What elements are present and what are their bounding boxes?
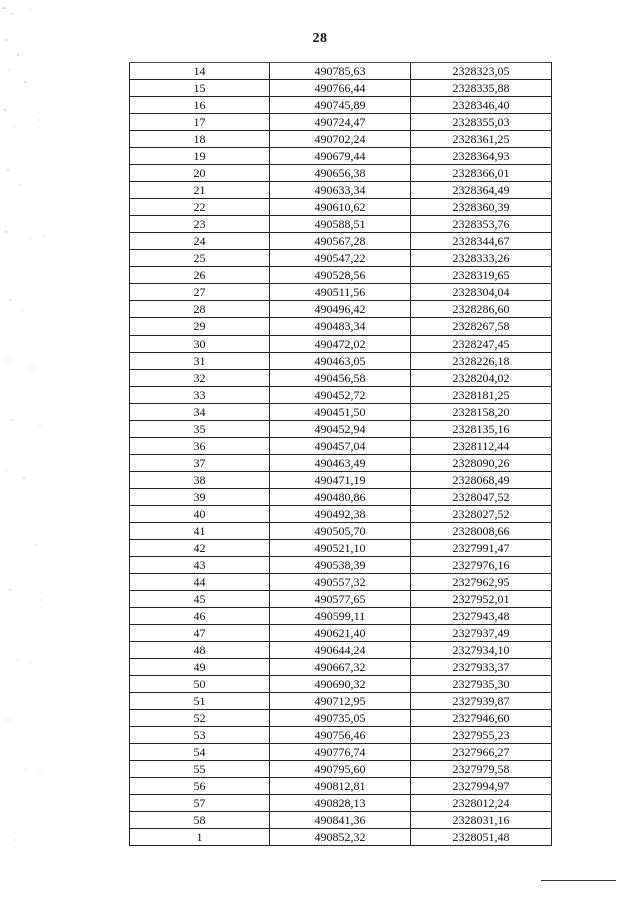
y-coordinate-cell: 2328360,39 (411, 199, 552, 216)
y-coordinate-cell: 2328335,88 (411, 80, 552, 97)
point-number-cell: 51 (130, 693, 270, 710)
point-number-cell: 36 (130, 437, 270, 454)
y-coordinate-cell: 2327934,10 (411, 642, 552, 659)
y-coordinate-cell: 2328027,52 (411, 505, 552, 522)
point-number-cell: 15 (130, 80, 270, 97)
y-coordinate-cell: 2327933,37 (411, 659, 552, 676)
table-row (130, 114, 552, 131)
y-coordinate-cell: 2327943,48 (411, 608, 552, 625)
y-coordinate-cell: 2328047,52 (411, 488, 552, 505)
x-coordinate-cell: 490492,38 (270, 505, 411, 522)
x-coordinate-cell: 490766,44 (270, 80, 411, 97)
y-coordinate-cell: 2328008,66 (411, 522, 552, 539)
point-number-cell: 52 (130, 710, 270, 727)
point-number-cell: 56 (130, 778, 270, 795)
table-row (130, 182, 552, 199)
y-coordinate-cell: 2327937,49 (411, 625, 552, 642)
y-coordinate-cell: 2327976,16 (411, 556, 552, 573)
x-coordinate-cell: 490483,34 (270, 318, 411, 335)
y-coordinate-cell: 2328181,25 (411, 386, 552, 403)
x-coordinate-cell: 490451,50 (270, 403, 411, 420)
y-coordinate-cell: 2328090,26 (411, 454, 552, 471)
scan-noise-marks (0, 0, 60, 905)
point-number-cell: 38 (130, 471, 270, 488)
x-coordinate-cell: 490812,81 (270, 778, 411, 795)
y-coordinate-cell: 2328031,16 (411, 812, 552, 829)
y-coordinate-cell: 2328344,67 (411, 233, 552, 250)
table-row (130, 352, 552, 369)
table-row (130, 573, 552, 590)
y-coordinate-cell: 2328267,58 (411, 318, 552, 335)
x-coordinate-cell: 490644,24 (270, 642, 411, 659)
point-number-cell: 20 (130, 165, 270, 182)
y-coordinate-cell: 2328346,40 (411, 97, 552, 114)
x-coordinate-cell: 490610,62 (270, 199, 411, 216)
table-row (130, 710, 552, 727)
table-row (130, 829, 552, 846)
x-coordinate-cell: 490690,32 (270, 676, 411, 693)
x-coordinate-cell: 490679,44 (270, 148, 411, 165)
table-row (130, 216, 552, 233)
table-row (130, 625, 552, 642)
point-number-cell: 49 (130, 659, 270, 676)
table-row (130, 131, 552, 148)
table-row (130, 608, 552, 625)
table-row (130, 488, 552, 505)
table-row (130, 267, 552, 284)
x-coordinate-cell: 490567,28 (270, 233, 411, 250)
table-row (130, 199, 552, 216)
scan-mark (616, 816, 624, 828)
y-coordinate-cell: 2328112,44 (411, 437, 552, 454)
x-coordinate-cell: 490521,10 (270, 539, 411, 556)
table-row (130, 97, 552, 114)
table-row (130, 403, 552, 420)
x-coordinate-cell: 490528,56 (270, 267, 411, 284)
point-number-cell: 17 (130, 114, 270, 131)
x-coordinate-cell: 490538,39 (270, 556, 411, 573)
x-coordinate-cell: 490828,13 (270, 795, 411, 812)
table-row (130, 778, 552, 795)
table-row (130, 437, 552, 454)
x-coordinate-cell: 490452,94 (270, 420, 411, 437)
y-coordinate-cell: 2327966,27 (411, 744, 552, 761)
x-coordinate-cell: 490702,24 (270, 131, 411, 148)
table-row (130, 812, 552, 829)
table-row (130, 642, 552, 659)
table-row (130, 335, 552, 352)
x-coordinate-cell: 490852,32 (270, 829, 411, 846)
y-coordinate-cell: 2328364,49 (411, 182, 552, 199)
point-number-cell: 39 (130, 488, 270, 505)
x-coordinate-cell: 490841,36 (270, 812, 411, 829)
table-row (130, 165, 552, 182)
table-row (130, 318, 552, 335)
table-row (130, 420, 552, 437)
point-number-cell: 21 (130, 182, 270, 199)
table-row (130, 505, 552, 522)
table-row (130, 63, 552, 80)
point-number-cell: 16 (130, 97, 270, 114)
table-row (130, 590, 552, 607)
y-coordinate-cell: 2328012,24 (411, 795, 552, 812)
footer-rule (541, 880, 616, 881)
y-coordinate-cell: 2327994,97 (411, 778, 552, 795)
point-number-cell: 27 (130, 284, 270, 301)
point-number-cell: 29 (130, 318, 270, 335)
point-number-cell: 33 (130, 386, 270, 403)
point-number-cell: 22 (130, 199, 270, 216)
x-coordinate-cell: 490472,02 (270, 335, 411, 352)
table-row (130, 386, 552, 403)
point-number-cell: 40 (130, 505, 270, 522)
table-row (130, 250, 552, 267)
x-coordinate-cell: 490456,58 (270, 369, 411, 386)
x-coordinate-cell: 490735,05 (270, 710, 411, 727)
x-coordinate-cell: 490463,49 (270, 454, 411, 471)
y-coordinate-cell: 2328226,18 (411, 352, 552, 369)
x-coordinate-cell: 490480,86 (270, 488, 411, 505)
y-coordinate-cell: 2328364,93 (411, 148, 552, 165)
table-row (130, 744, 552, 761)
point-number-cell: 37 (130, 454, 270, 471)
y-coordinate-cell: 2328068,49 (411, 471, 552, 488)
point-number-cell: 55 (130, 761, 270, 778)
point-number-cell: 45 (130, 590, 270, 607)
y-coordinate-cell: 2327952,01 (411, 590, 552, 607)
x-coordinate-cell: 490547,22 (270, 250, 411, 267)
point-number-cell: 35 (130, 420, 270, 437)
x-coordinate-cell: 490557,32 (270, 573, 411, 590)
x-coordinate-cell: 490496,42 (270, 301, 411, 318)
y-coordinate-cell: 2328366,01 (411, 165, 552, 182)
y-coordinate-cell: 2327955,23 (411, 727, 552, 744)
y-coordinate-cell: 2328323,05 (411, 63, 552, 80)
y-coordinate-cell: 2328135,16 (411, 420, 552, 437)
coordinates-table (129, 62, 552, 846)
x-coordinate-cell: 490667,32 (270, 659, 411, 676)
point-number-cell: 53 (130, 727, 270, 744)
y-coordinate-cell: 2328355,03 (411, 114, 552, 131)
y-coordinate-cell: 2327946,60 (411, 710, 552, 727)
table-row (130, 454, 552, 471)
x-coordinate-cell: 490577,65 (270, 590, 411, 607)
point-number-cell: 58 (130, 812, 270, 829)
table-row (130, 556, 552, 573)
y-coordinate-cell: 2328158,20 (411, 403, 552, 420)
point-number-cell: 30 (130, 335, 270, 352)
table-row (130, 148, 552, 165)
point-number-cell: 47 (130, 625, 270, 642)
y-coordinate-cell: 2328319,65 (411, 267, 552, 284)
point-number-cell: 54 (130, 744, 270, 761)
x-coordinate-cell: 490656,38 (270, 165, 411, 182)
x-coordinate-cell: 490712,95 (270, 693, 411, 710)
point-number-cell: 26 (130, 267, 270, 284)
point-number-cell: 50 (130, 676, 270, 693)
x-coordinate-cell: 490724,47 (270, 114, 411, 131)
point-number-cell: 1 (130, 829, 270, 846)
y-coordinate-cell: 2327962,95 (411, 573, 552, 590)
x-coordinate-cell: 490505,70 (270, 522, 411, 539)
table-row (130, 369, 552, 386)
x-coordinate-cell: 490621,40 (270, 625, 411, 642)
y-coordinate-cell: 2327979,58 (411, 761, 552, 778)
table-row (130, 795, 552, 812)
y-coordinate-cell: 2328051,48 (411, 829, 552, 846)
point-number-cell: 32 (130, 369, 270, 386)
point-number-cell: 46 (130, 608, 270, 625)
page-number: 28 (312, 31, 328, 46)
point-number-cell: 25 (130, 250, 270, 267)
x-coordinate-cell: 490785,63 (270, 63, 411, 80)
point-number-cell: 19 (130, 148, 270, 165)
x-coordinate-cell: 490776,74 (270, 744, 411, 761)
y-coordinate-cell: 2327991,47 (411, 539, 552, 556)
point-number-cell: 34 (130, 403, 270, 420)
table-row (130, 727, 552, 744)
y-coordinate-cell: 2327939,87 (411, 693, 552, 710)
table-row (130, 522, 552, 539)
point-number-cell: 28 (130, 301, 270, 318)
x-coordinate-cell: 490511,56 (270, 284, 411, 301)
point-number-cell: 23 (130, 216, 270, 233)
x-coordinate-cell: 490471,19 (270, 471, 411, 488)
y-coordinate-cell: 2327935,30 (411, 676, 552, 693)
table-row (130, 301, 552, 318)
table-row (130, 80, 552, 97)
x-coordinate-cell: 490756,46 (270, 727, 411, 744)
y-coordinate-cell: 2328333,26 (411, 250, 552, 267)
point-number-cell: 43 (130, 556, 270, 573)
x-coordinate-cell: 490588,51 (270, 216, 411, 233)
point-number-cell: 44 (130, 573, 270, 590)
point-number-cell: 48 (130, 642, 270, 659)
y-coordinate-cell: 2328204,02 (411, 369, 552, 386)
point-number-cell: 18 (130, 131, 270, 148)
y-coordinate-cell: 2328247,45 (411, 335, 552, 352)
point-number-cell: 31 (130, 352, 270, 369)
y-coordinate-cell: 2328353,76 (411, 216, 552, 233)
table-row (130, 284, 552, 301)
table-row (130, 539, 552, 556)
x-coordinate-cell: 490745,89 (270, 97, 411, 114)
coordinates-table-body (130, 63, 552, 846)
x-coordinate-cell: 490599,11 (270, 608, 411, 625)
y-coordinate-cell: 2328361,25 (411, 131, 552, 148)
y-coordinate-cell: 2328304,04 (411, 284, 552, 301)
table-row (130, 659, 552, 676)
x-coordinate-cell: 490463,05 (270, 352, 411, 369)
point-number-cell: 24 (130, 233, 270, 250)
point-number-cell: 41 (130, 522, 270, 539)
x-coordinate-cell: 490457,04 (270, 437, 411, 454)
table-row (130, 676, 552, 693)
point-number-cell: 57 (130, 795, 270, 812)
x-coordinate-cell: 490633,34 (270, 182, 411, 199)
table-row (130, 233, 552, 250)
table-row (130, 471, 552, 488)
point-number-cell: 42 (130, 539, 270, 556)
point-number-cell: 14 (130, 63, 270, 80)
x-coordinate-cell: 490452,72 (270, 386, 411, 403)
x-coordinate-cell: 490795,60 (270, 761, 411, 778)
table-row (130, 761, 552, 778)
y-coordinate-cell: 2328286,60 (411, 301, 552, 318)
table-row (130, 693, 552, 710)
